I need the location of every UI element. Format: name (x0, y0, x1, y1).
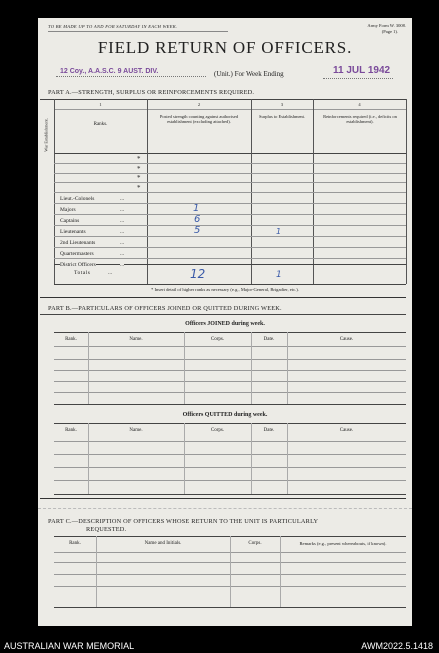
total-posted-value: 12 (190, 267, 206, 281)
rank-dots: ... (120, 240, 125, 246)
quitted-table-bottom-border (54, 494, 406, 495)
date-stamp: 11 JUL 1942 (333, 65, 391, 76)
joined-col-date: Date. (263, 337, 275, 342)
quitted-col-cause: Cause. (339, 428, 354, 433)
unit-label: (Unit.) For Week Ending (214, 70, 284, 78)
part-a-heading: PART A.—STRENGTH, SURPLUS OR REINFORCEMENTS REQUIRED. (48, 89, 255, 96)
joined-col-corps: Corps. (210, 337, 225, 342)
table-a-row-line (54, 247, 406, 248)
part-b-top-rule (40, 314, 406, 315)
quitted-table-header-line (54, 441, 406, 442)
rank-dots: ... (120, 207, 125, 213)
rank-label: 2nd Lieutenants (60, 240, 96, 246)
table-a-bottom-border (54, 284, 406, 285)
part-b-heading: PART B.—PARTICULARS OF OFFICERS JOINED OR QUITTED DURING WEEK. (48, 305, 282, 312)
table-a-row-line (54, 163, 406, 164)
table-a-row-line (54, 203, 406, 204)
part-c-col-rank: Rank. (69, 541, 81, 546)
quitted-col-rank: Rank. (65, 428, 77, 433)
joined-table-row-line (54, 370, 406, 371)
instruction-underline (48, 31, 228, 32)
part-c-heading: PART C.—DESCRIPTION OF OFFICERS WHOSE RETURN TO THE UNIT IS PARTICULARLY (48, 518, 319, 525)
part-c-col-name: Name and Initials. (144, 541, 182, 546)
col-number-4: 4 (358, 102, 361, 107)
table-a-row-line (54, 214, 406, 215)
rank-dots: ... (120, 218, 125, 224)
part-c-col-remarks: Remarks (e.g., present whereabouts, if known). (299, 541, 387, 546)
quitted-table-row-line (54, 467, 406, 468)
joined-table-row-line (54, 359, 406, 360)
joined-title: Officers JOINED during week. (185, 321, 265, 327)
joined-table-vline (251, 332, 252, 404)
col-header-reinforcements: Reinforcements required (i.e., deficits on establishment). (323, 114, 397, 124)
war-establishment-label-box (40, 113, 52, 153)
col-number-2: 2 (197, 102, 201, 107)
joined-col-rank: Rank. (65, 337, 77, 342)
table-a-row-line (54, 173, 406, 174)
table-a-number-row-line (54, 109, 406, 110)
surplus-value-lieutenants: 1 (276, 227, 282, 236)
part-c-table-vline (230, 536, 231, 607)
quitted-table-vline (251, 423, 252, 494)
part-a-separator (40, 297, 406, 298)
total-surplus-value: 1 (276, 270, 282, 280)
table-a-vline (406, 99, 407, 284)
totals-label: Totals (74, 270, 91, 276)
form-sheet (38, 18, 412, 626)
joined-table-row-line (54, 392, 406, 393)
quitted-table-row-line (54, 454, 406, 455)
page-title: FIELD RETURN OF OFFICERS. (97, 38, 353, 57)
table-a-top-border (40, 99, 406, 100)
table-a-row-line (54, 192, 406, 193)
asterisk-marker: * (137, 155, 141, 163)
rank-label: Lieutenants (60, 229, 86, 235)
rank-label: Lieut.-Colonels (60, 196, 95, 202)
asterisk-marker: * (137, 165, 141, 173)
part-c-heading-line2: REQUESTED. (86, 526, 127, 533)
table-a-row-line (54, 182, 406, 183)
joined-col-name: Name. (129, 337, 143, 342)
col-number-3: 3 (280, 102, 284, 107)
footer-attribution: AUSTRALIAN WAR MEMORIAL (4, 641, 135, 651)
form-number: Army Form W. 3008. (367, 23, 406, 28)
col-header-ranks: Ranks. (93, 122, 108, 127)
joined-table-header-line (54, 346, 406, 347)
part-a-footnote: * Insert detail of higher ranks as necessary (e.g., Major-General, Brigadier, etc.). (151, 287, 299, 292)
footer-accession-number: AWM2022.5.1418 (361, 641, 433, 651)
posted-value-captains: 6 (194, 214, 201, 225)
rank-label: District Officers (60, 262, 96, 268)
quitted-table-vline (88, 423, 89, 494)
posted-value-majors: 1 (193, 203, 200, 214)
unit-stamp: 12 Coy., A.A.S.C. 9 AUST. DIV. (60, 68, 159, 75)
date-dotted-line (323, 78, 393, 79)
instruction-text: TO BE MADE UP TO AND FOR SATURDAY IN EACH WEEK. (48, 24, 178, 29)
joined-table-vline (88, 332, 89, 404)
quitted-title: Officers QUITTED during week. (182, 412, 268, 418)
asterisk-marker: * (137, 184, 141, 192)
quitted-table-row-line (54, 480, 406, 481)
rank-dots: ... (120, 262, 125, 268)
table-a-row-line (54, 236, 406, 237)
part-b-separator (40, 498, 406, 499)
page-label: (Page 1). (381, 29, 398, 34)
rank-dots: ... (120, 229, 125, 235)
quitted-col-date: Date. (263, 428, 275, 433)
table-a-header-bottom-border (54, 153, 406, 154)
part-c-col-corps: Corps. (248, 541, 262, 546)
war-establishment-label: War Establishment. (43, 118, 49, 152)
rank-dots: ... (120, 251, 125, 257)
col-number-1: 1 (99, 102, 102, 107)
rank-label: Captains (60, 218, 80, 224)
rank-label: Quartermasters (60, 251, 94, 257)
table-a-row-line (54, 225, 406, 226)
quitted-table-vline (184, 423, 185, 494)
table-a-totals-top-border (54, 264, 406, 265)
joined-table-top-border (54, 332, 406, 333)
part-c-table-vline (96, 536, 97, 607)
quitted-table-top-border (54, 423, 406, 424)
fold-line (38, 508, 412, 509)
rank-dots: ... (120, 196, 125, 202)
rank-label: Majors (60, 207, 76, 213)
quitted-col-corps: Corps. (210, 428, 225, 433)
asterisk-marker: * (137, 174, 141, 182)
joined-col-cause: Cause. (339, 337, 354, 342)
joined-table-bottom-border (54, 404, 406, 405)
col-header-posted: Posted strength counting against authorised establishment (excluding attached). (159, 114, 239, 124)
quitted-table-vline (287, 423, 288, 494)
unit-dotted-line (56, 76, 206, 77)
quitted-col-name: Name. (129, 428, 143, 433)
part-c-table-vline (280, 536, 281, 607)
part-c-table-bottom-border (54, 607, 406, 608)
joined-table-row-line (54, 381, 406, 382)
col-header-surplus: Surplus to Establishment. (258, 114, 306, 119)
joined-table-vline (184, 332, 185, 404)
posted-value-lieutenants: 5 (194, 225, 201, 236)
joined-table-vline (287, 332, 288, 404)
table-a-row-line (54, 258, 406, 259)
totals-dots: ... (108, 270, 113, 276)
